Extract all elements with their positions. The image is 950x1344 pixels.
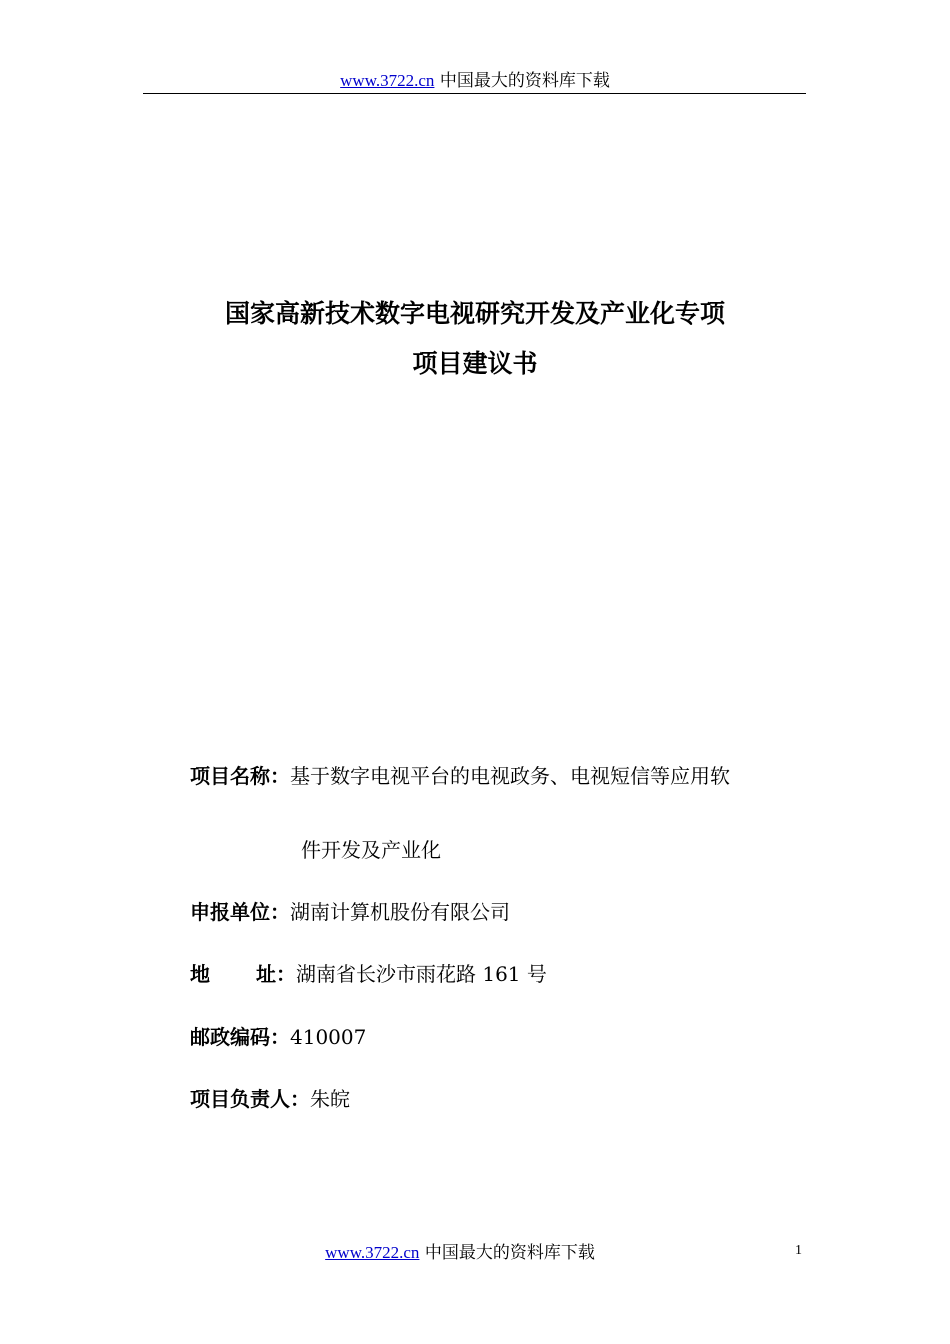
- document-subtitle: 项目建议书: [412, 349, 538, 378]
- project-leader-value: 朱皖: [310, 1087, 350, 1111]
- footer-text: 中国最大的资料库下载: [419, 1243, 595, 1263]
- address-field: [190, 960, 547, 988]
- page-header: [0, 70, 950, 92]
- footer-link[interactable]: www.3722.cn: [325, 1243, 420, 1262]
- postcode-label: 邮政编码：: [190, 1025, 290, 1049]
- header-divider: [143, 93, 806, 94]
- address-value: 湖南省长沙市雨花路 161 号: [296, 962, 547, 986]
- project-name-label: 项目名称：: [190, 764, 290, 788]
- project-leader-label: 项目负责人：: [190, 1087, 310, 1111]
- postcode-field: [190, 1023, 366, 1051]
- applicant-label: 申报单位：: [190, 900, 290, 924]
- applicant-field: [190, 898, 510, 926]
- project-leader-field: [190, 1085, 350, 1113]
- address-label-second: 址：: [256, 962, 296, 986]
- project-name-value: 基于数字电视平台的电视政务、电视短信等应用软: [290, 764, 730, 788]
- postcode-value: 410007: [290, 1025, 367, 1049]
- page-footer: [0, 1242, 920, 1264]
- project-name-field: [190, 762, 730, 790]
- applicant-value: 湖南计算机股份有限公司: [290, 900, 510, 924]
- document-title: 国家高新技术数字电视研究开发及产业化专项: [224, 299, 725, 328]
- address-label-first: 地: [190, 962, 210, 986]
- project-name-value-continued: 件开发及产业化: [301, 838, 441, 862]
- header-link[interactable]: www.3722.cn: [340, 71, 435, 90]
- header-text: 中国最大的资料库下载: [434, 71, 610, 91]
- page-number: 1: [795, 1243, 802, 1258]
